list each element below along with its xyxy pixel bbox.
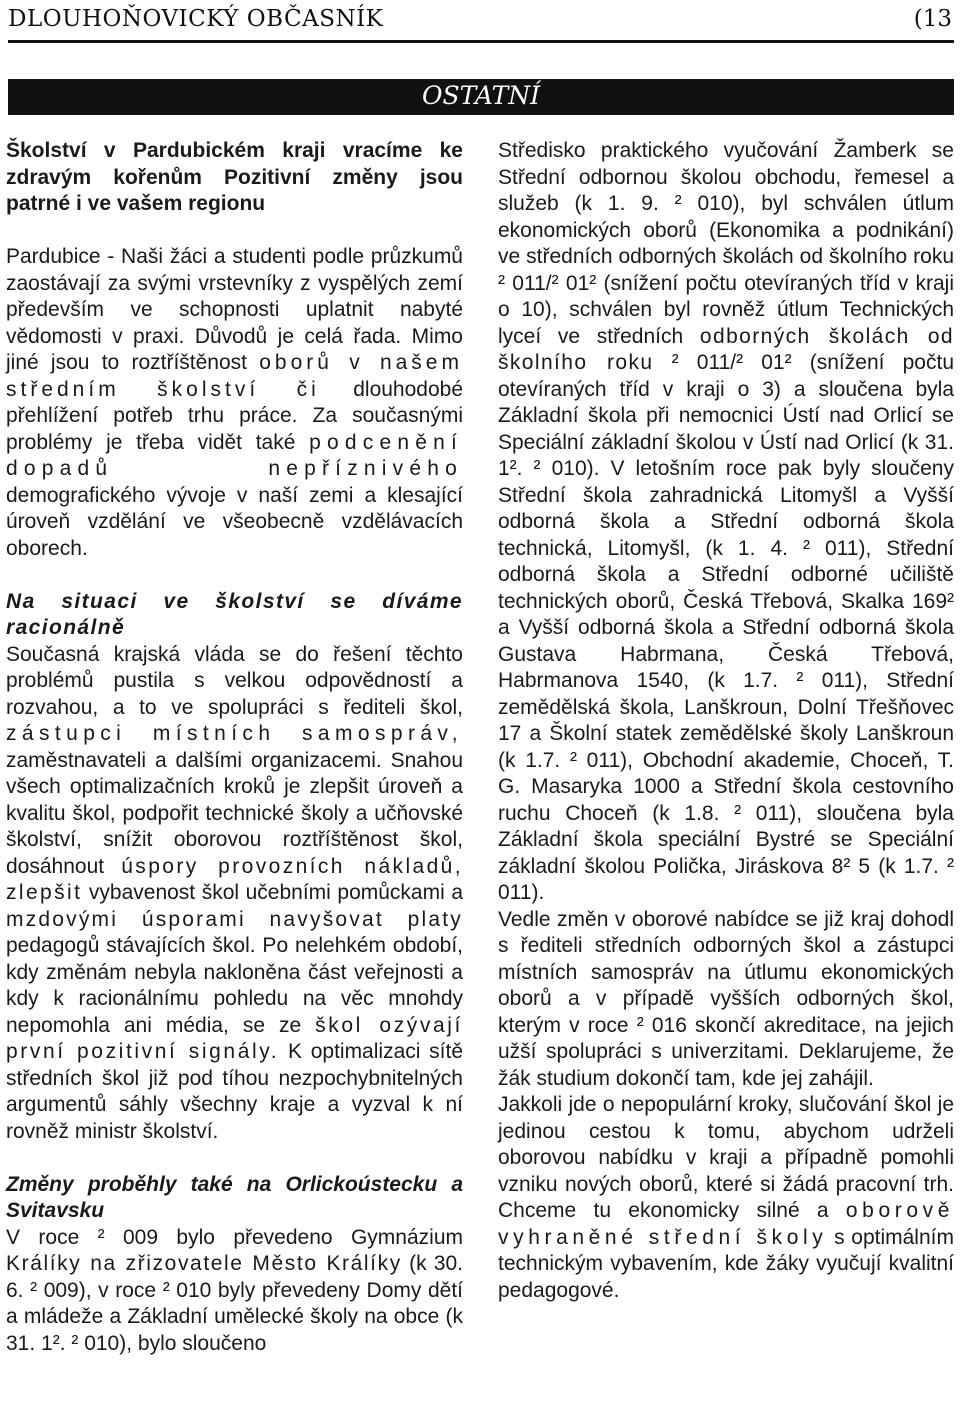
rational-part-1: Současná krajská vláda se do řešení těchto problémů pustila s velkou odpovědností a rozvahou, a to ve spolupráci s řediteli škol, bbox=[6, 642, 463, 719]
intro-part-1: Pardubice - Naši žáci a studenti podle průzkumů zaostávají za svými vrstevníky z vyspělých zemí především ve schopnosti uplatnit nabyté vědomosti v praxi. Důvodů je celá řada. Mimo jiné jsou to roztříštěnost bbox=[6, 245, 463, 374]
intro-part-4: podcenění dopadů nepříznivého bbox=[6, 430, 463, 480]
closing-part-2: oborově vyhraněné střední školy bbox=[498, 1199, 954, 1249]
masthead: DLOUHOŇOVICKÝ OBČASNÍK bbox=[8, 6, 384, 32]
subheading-changes: Změny proběhly také na Orlickoústecku a Svitavsku bbox=[6, 1172, 463, 1222]
continued-part-2: odborných školách od školního roku bbox=[498, 324, 954, 374]
rational-part-9: K optimalizaci sítě středních škol již pod tíhou nezpochybnitelných argumentů sáhly všechny kraje a vyzval k ní rovněž ministr školství. bbox=[6, 1040, 463, 1143]
continued-part-3: ² 011/² 01² (snížení počtu otevíraných tříd v kraji o 3) a sloučena byla Základní škola při nemocnici Ústí nad Orlicí se Speciální základní školou v Ústí nad Orlicí (k 31. 1². ² 010). V letošním roce pak byly sloučeny Střední škola zahradnická Litomyšl a Vyšší odborná škola a Střední odborná škola technická, Litomyšl, (k 1. 4. ² 011), Střední odborná škola a Střední odborné učiliště technických oborů, Česká Třebová, Skalka 169² a Vyšší odborná škola a Střední odborná škola Gustava Habrmana, Česká Třebová, Habrmanova 1540, (k 1.7. ² 011), Střední zemědělská škola, Lanškroun, Dolní Třešňovec 17 a Školní statek zemědělské školy Lanškroun (k 1.7. ² 011), Obchodní akademie, Choceň, T. G. Masaryka 1000 a Střední škola cestovního ruchu Choceň (k 1.8. ² 011), sloučena byla Základní škola speciální Bystré se Speciální základní školou Polička, Jiráskova 8² 5 (k 1.7. ² 011). bbox=[498, 351, 954, 904]
page-header bbox=[8, 0, 954, 43]
rational-part-2: zástupci místních samospráv, bbox=[6, 722, 463, 745]
intro-part-3: dlouhodobé přehlížení potřeb trhu práce. Za současnými problémy je třeba vidět také bbox=[6, 377, 463, 454]
agreement-paragraph: Vedle změn v oborové nabídce se již kraj dohodl s řediteli středních odborných škol a zástupci místních samospráv na útlumu ekonomických oborů a v případě vyšších odborných škol, kterým v roce ² 016 skončí akreditace, na jejich užší spolupráci s univerzitami. Deklarujeme, že žák studium dokončí tam, kde jej zahájil. bbox=[498, 907, 954, 1090]
changes-part-1: V roce ² 009 bylo převedeno Gymnázium bbox=[6, 1225, 463, 1249]
intro-part-5: demografického vývoje v naší zemi a klesající úroveň vzdělání ve všeobecně vzdělávacích oborech. bbox=[6, 483, 463, 560]
changes-paragraph-continued bbox=[498, 138, 954, 907]
changes-part-3: (k 30. 6. ² 009), v roce ² 010 byly převedeny Domy dětí a mládeže a Základní umělecké školy na obce (k 31. 1². ² 010), bylo sloučeno bbox=[6, 1252, 463, 1355]
closing-part-1: Jakkoli jde o nepopulární kroky, slučování škol je jedinou cestou k tomu, abychom udrželi oborovou nabídku v kraji a případně pomohli vzniku nových oborů, které si žádá pracovní trh. Chceme tu ekonomicky silné a bbox=[498, 1093, 954, 1222]
rational-part-4: úspory provozních nákladů, zlepšit bbox=[6, 854, 463, 904]
continued-part-1: Středisko praktického vyučování Žamberk se Střední odbornou školou obchodu, řemesel a služeb (k 1. 9. ² 010), byl schválen útlum ekonomických oborů (Ekonomika a podnikání) ve středních odborných školách od školního roku ² 011/² 01² (snížení počtu otevíraných tříd v kraji o 10), schválen byl rovněž útlum Technických lyceí ve středních bbox=[498, 139, 954, 348]
subheading-rational: Na situaci ve školství se díváme racionálně bbox=[6, 589, 463, 639]
changes-paragraph-start bbox=[6, 1225, 463, 1358]
rational-part-6: mzdovými úsporami navyšovat platy bbox=[6, 907, 463, 931]
section-title: OSTATNÍ bbox=[421, 81, 541, 110]
rational-part-8: škol ozývají první pozitivní signály. bbox=[6, 1013, 463, 1063]
closing-part-3: s optimálním technickým vybavením, kde žáky vyučují kvalitní pedagogové. bbox=[498, 1225, 954, 1302]
page-number: (13 bbox=[913, 6, 952, 32]
section-bar bbox=[8, 79, 954, 115]
changes-part-2: Králíky na zřizovatele Město Králíky bbox=[6, 1252, 402, 1275]
article-headline: Školství v Pardubickém kraji vracíme ke zdravým kořenům Pozitivní změny jsou patrné i ve vašem regionu bbox=[6, 139, 463, 215]
left-column bbox=[6, 138, 463, 1357]
rational-part-7: pedagogů stávajících škol. Po nelehkém období, kdy změnám nebyla nakloněna část veřejnosti a kdy k racionálnímu pohledu na věc mnohdy nepomohla ani média, se ze bbox=[6, 934, 463, 1037]
intro-part-2: oborů v našem středním školství či bbox=[6, 351, 463, 401]
right-column bbox=[498, 138, 954, 1304]
intro-paragraph bbox=[6, 244, 463, 562]
rational-part-5: vybavenost škol učebními pomůckami a bbox=[88, 881, 464, 904]
rational-paragraph bbox=[6, 642, 463, 1146]
closing-paragraph bbox=[498, 1092, 954, 1304]
rational-part-3: zaměstnavateli a dalšími organizacemi. Snahou všech optimalizačních kroků je zlepšit úroveň a kvalitu škol, podpořit technické školy a učňovské školství, snížit oborovou roztříštěnost škol, dosáhnout bbox=[6, 748, 463, 878]
